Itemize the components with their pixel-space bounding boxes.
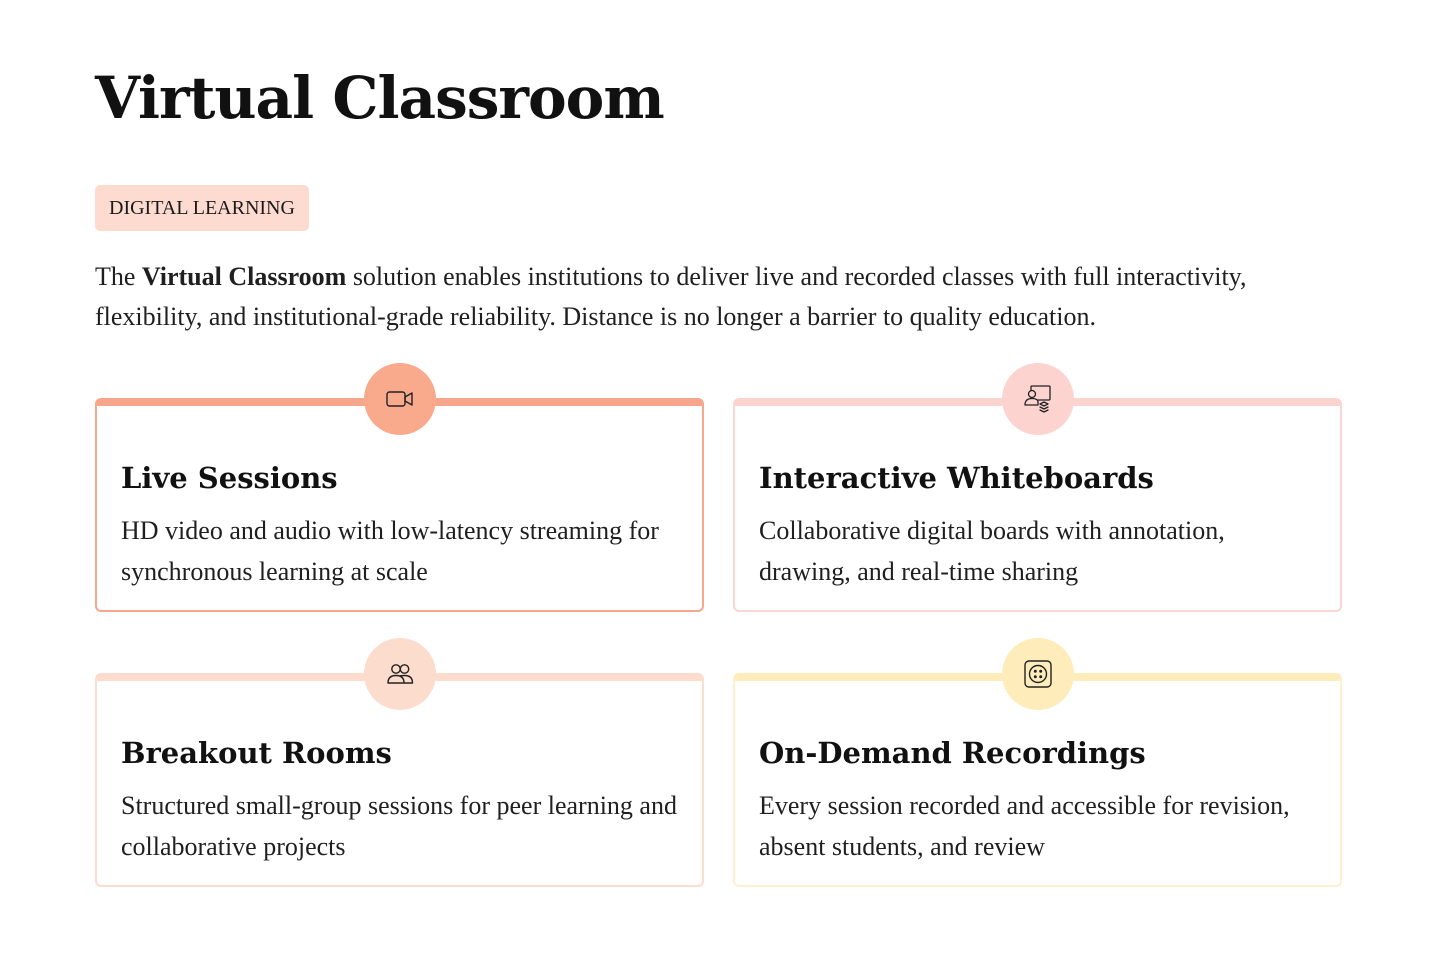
card-title: Breakout Rooms: [121, 736, 392, 770]
feature-card-interactive-whiteboards: [733, 398, 1342, 612]
whiteboard-teacher-icon: [1002, 363, 1074, 435]
intro-prefix: The: [95, 262, 142, 291]
card-title: Live Sessions: [121, 461, 338, 495]
category-badge: DIGITAL LEARNING: [95, 185, 309, 231]
feature-card-on-demand-recordings: [733, 673, 1342, 887]
card-title: On-Demand Recordings: [759, 736, 1146, 770]
video-camera-icon: [364, 363, 436, 435]
users-group-icon: [364, 638, 436, 710]
feature-card-breakout-rooms: [95, 673, 704, 887]
intro-bold: Virtual Classroom: [141, 262, 347, 291]
intro-suffix: solution enables institutions to deliver live and recorded classes with full interactivity, flexibility, and institutional-grade reliability. Distance is no longer a barrier to quality education.: [95, 262, 1247, 331]
card-title: Interactive Whiteboards: [759, 461, 1154, 495]
page-title: Virtual Classroom: [95, 64, 664, 132]
card-description: Collaborative digital boards with annotation, drawing, and real-time sharing: [759, 516, 1225, 586]
recording-reel-icon: [1002, 638, 1074, 710]
intro-paragraph: [95, 257, 1345, 337]
card-description: Every session recorded and accessible for revision, absent students, and review: [759, 791, 1290, 861]
card-description: HD video and audio with low-latency streaming for synchronous learning at scale: [121, 516, 659, 586]
feature-card-live-sessions: [95, 398, 704, 612]
card-description: Structured small-group sessions for peer learning and collaborative projects: [121, 791, 677, 861]
